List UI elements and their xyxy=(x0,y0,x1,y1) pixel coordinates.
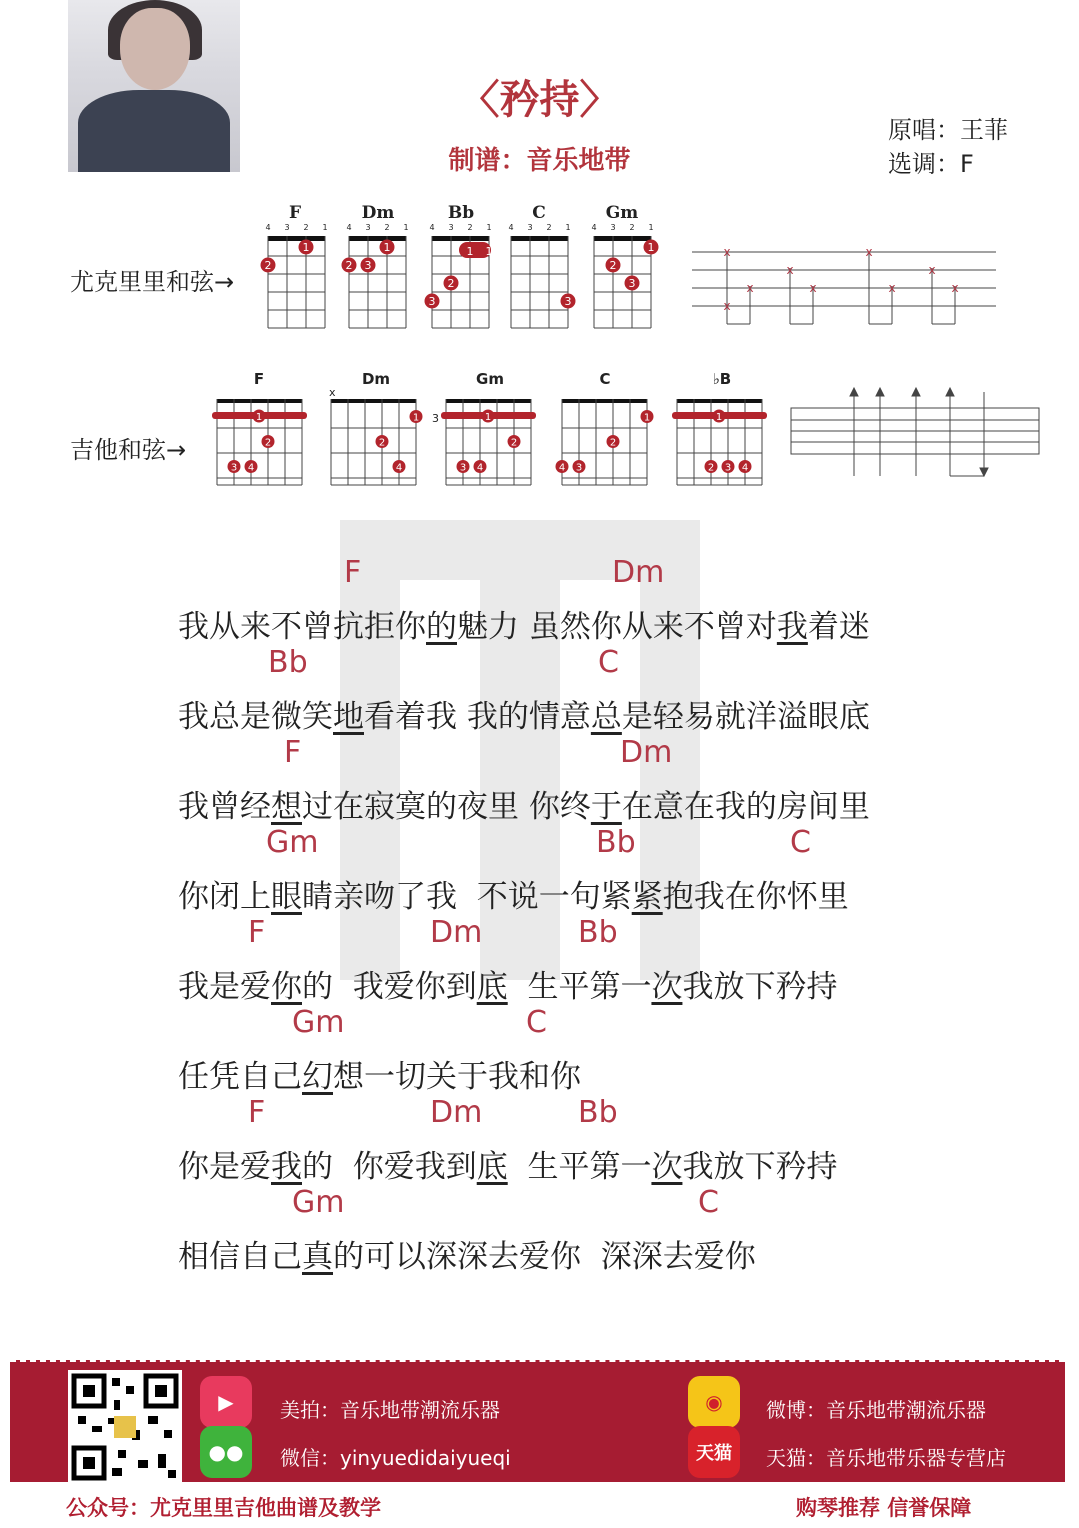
svg-text:3: 3 xyxy=(628,277,636,290)
chord-symbol: F xyxy=(284,735,302,770)
svg-text:1: 1 xyxy=(466,245,474,258)
chord-symbol: Gm xyxy=(292,1185,345,1220)
svg-text:2: 2 xyxy=(629,223,635,232)
chord-symbol: Dm xyxy=(430,915,483,950)
svg-text:4: 4 xyxy=(247,462,255,474)
svg-text:1: 1 xyxy=(715,412,723,423)
chord-line xyxy=(0,735,1079,775)
svg-text:x: x xyxy=(888,281,896,295)
guitar-chord-name: Gm xyxy=(476,370,504,388)
svg-text:x: x xyxy=(809,281,817,295)
svg-text:4: 4 xyxy=(346,223,352,232)
svg-text:1: 1 xyxy=(484,412,492,423)
chord-symbol: F xyxy=(248,1095,266,1130)
chord-line xyxy=(0,555,1079,595)
svg-text:1: 1 xyxy=(403,223,409,232)
svg-text:3: 3 xyxy=(564,295,572,308)
svg-text:1: 1 xyxy=(648,223,654,232)
chord-line xyxy=(0,1185,1079,1225)
svg-text:4: 4 xyxy=(395,462,403,474)
svg-text:3: 3 xyxy=(724,462,732,474)
lyric-line: 我是爱你的 我爱你到底 生平第一次我放下矜持 xyxy=(178,969,838,1005)
svg-text:3: 3 xyxy=(448,223,454,232)
guitar-chord-grid xyxy=(556,399,654,485)
svg-text:2: 2 xyxy=(609,259,617,272)
chord-symbol: Gm xyxy=(266,825,319,860)
guitar-chord-name: Dm xyxy=(361,370,391,388)
lyric-line: 你是爱我的 你爱我到底 生平第一次我放下矜持 xyxy=(178,1149,838,1185)
weibo-account: 微博：音乐地带潮流乐器 xyxy=(766,1398,986,1422)
svg-text:4: 4 xyxy=(429,223,435,232)
svg-text:2: 2 xyxy=(264,437,272,449)
guitar-chord-grid xyxy=(672,399,767,485)
wechat-account: 微信：yinyuedidaiyueqi xyxy=(280,1446,511,1470)
svg-text:1: 1 xyxy=(302,241,310,254)
lyric-line: 我总是微笑地看着我 我的情意总是轻易就洋溢眼底 xyxy=(178,699,870,735)
ukulele-chord-grid xyxy=(508,223,575,328)
weibo-icon[interactable]: ◉ xyxy=(688,1376,740,1428)
svg-text:x: x xyxy=(865,245,873,259)
public-account: 公众号：尤克里里吉他曲谱及教学 xyxy=(66,1496,381,1520)
original-singer: 原唱：王菲 xyxy=(888,116,1008,144)
svg-text:1: 1 xyxy=(647,241,655,254)
svg-text:3: 3 xyxy=(610,223,616,232)
chord-symbol: C xyxy=(598,645,619,680)
lyric-line: 我曾经想过在寂寞的夜里 你终于在意在我的房间里 xyxy=(178,789,870,825)
svg-text:3: 3 xyxy=(365,223,371,232)
uke-chord-name: Bb xyxy=(447,203,475,223)
wechat-icon[interactable]: ●● xyxy=(200,1426,252,1478)
lyric-line: 我从来不曾抗拒你的魅力 虽然你从来不曾对我着迷 xyxy=(178,609,870,645)
svg-text:4: 4 xyxy=(558,462,566,474)
guitar-chord-name: C xyxy=(599,370,611,388)
ukulele-strum-pattern xyxy=(692,244,998,330)
svg-text:2: 2 xyxy=(345,259,353,272)
meipai-account: 美拍：音乐地带潮流乐器 xyxy=(280,1398,500,1422)
svg-text:4: 4 xyxy=(508,223,514,232)
ukulele-chord-grid xyxy=(425,223,493,328)
chord-symbol: F xyxy=(344,555,362,590)
lyric-line: 相信自己真的可以深深去爱你 深深去爱你 xyxy=(178,1239,756,1275)
chord-symbol: Gm xyxy=(292,1005,345,1040)
svg-text:1: 1 xyxy=(485,245,493,258)
fret-number: 3 xyxy=(432,412,439,425)
guitar-chord-name: F xyxy=(253,370,265,388)
svg-text:4: 4 xyxy=(741,462,749,474)
key-info: 选调：F xyxy=(888,150,974,178)
chord-symbol: Bb xyxy=(578,915,618,950)
chord-symbol: C xyxy=(698,1185,719,1220)
svg-text:1: 1 xyxy=(486,223,492,232)
svg-text:x: x xyxy=(723,245,731,259)
tmall-store: 天猫：音乐地带乐器专营店 xyxy=(766,1446,1006,1470)
svg-text:3: 3 xyxy=(575,462,583,474)
tmall-icon[interactable]: 天猫 xyxy=(688,1426,740,1478)
guitar-chord-grid xyxy=(441,399,536,485)
svg-text:4: 4 xyxy=(476,462,484,474)
guitar-chord-grid xyxy=(212,399,307,485)
svg-text:2: 2 xyxy=(264,259,272,272)
guitar-chord-grid xyxy=(331,399,423,485)
ukulele-chord-grid xyxy=(261,223,328,328)
svg-text:3: 3 xyxy=(284,223,290,232)
svg-text:2: 2 xyxy=(609,437,617,449)
qr-code[interactable] xyxy=(68,1370,182,1484)
guitar-strum-pattern xyxy=(790,384,1042,484)
lyric-line: 任凭自己幻想一切关于我和你 xyxy=(178,1059,581,1095)
svg-text:3: 3 xyxy=(230,462,238,474)
svg-text:x: x xyxy=(786,263,794,277)
uke-chord-name: Dm xyxy=(361,203,395,223)
svg-text:1: 1 xyxy=(565,223,571,232)
chord-symbol: Bb xyxy=(268,645,308,680)
svg-text:2: 2 xyxy=(546,223,552,232)
footer-banner xyxy=(10,1360,1065,1528)
chord-line xyxy=(0,645,1079,685)
chord-symbol: C xyxy=(526,1005,547,1040)
svg-text:1: 1 xyxy=(412,412,420,424)
svg-text:2: 2 xyxy=(378,437,386,449)
arranger-credit: 制谱：音乐地带 xyxy=(448,146,631,176)
chord-line xyxy=(0,1095,1079,1135)
chord-symbol: C xyxy=(790,825,811,860)
svg-text:2: 2 xyxy=(303,223,309,232)
song-title: 〈矜持〉 xyxy=(459,76,620,123)
guitar-chord-name: ♭B xyxy=(712,370,732,388)
svg-text:1: 1 xyxy=(255,412,263,423)
svg-text:x: x xyxy=(746,281,754,295)
svg-text:1: 1 xyxy=(643,412,651,424)
svg-text:x: x xyxy=(951,281,959,295)
chord-symbol: Bb xyxy=(578,1095,618,1130)
chord-line xyxy=(0,1005,1079,1045)
uke-chord-name: C xyxy=(532,203,546,223)
svg-text:1: 1 xyxy=(383,241,391,254)
mute-mark: x xyxy=(329,386,336,399)
ukulele-chord-grid xyxy=(591,223,658,328)
chord-line xyxy=(0,915,1079,955)
svg-text:2: 2 xyxy=(447,277,455,290)
svg-text:2: 2 xyxy=(467,223,473,232)
svg-text:2: 2 xyxy=(384,223,390,232)
svg-text:1: 1 xyxy=(322,223,328,232)
svg-text:x: x xyxy=(928,263,936,277)
svg-text:3: 3 xyxy=(527,223,533,232)
svg-text:x: x xyxy=(723,299,731,313)
ukulele-label: 尤克里里和弦→ xyxy=(70,268,235,296)
guitar-label: 吉他和弦→ xyxy=(70,436,187,464)
svg-text:3: 3 xyxy=(364,259,372,272)
svg-text:2: 2 xyxy=(510,437,518,449)
guitar-chord-diagrams xyxy=(200,364,780,494)
chord-symbol: Dm xyxy=(612,555,665,590)
svg-text:3: 3 xyxy=(459,462,467,474)
ukulele-chord-grid xyxy=(342,223,409,328)
lyric-line: 你闭上眼睛亲吻了我 不说一句紧紧抱我在你怀里 xyxy=(178,879,849,915)
svg-text:4: 4 xyxy=(591,223,597,232)
chord-symbol: Bb xyxy=(596,825,636,860)
chord-symbol: F xyxy=(248,915,266,950)
svg-text:3: 3 xyxy=(428,295,436,308)
slogan: 购琴推荐 信誉保障 xyxy=(796,1496,972,1520)
chord-symbol: Dm xyxy=(430,1095,483,1130)
svg-text:2: 2 xyxy=(707,462,715,474)
uke-chord-name: Gm xyxy=(605,203,639,223)
svg-text:4: 4 xyxy=(265,223,271,232)
meipai-icon[interactable]: ▶ xyxy=(200,1376,252,1428)
ukulele-chord-diagrams xyxy=(258,198,668,338)
uke-chord-name: F xyxy=(288,203,302,223)
chord-line xyxy=(0,825,1079,865)
chord-symbol: Dm xyxy=(620,735,673,770)
